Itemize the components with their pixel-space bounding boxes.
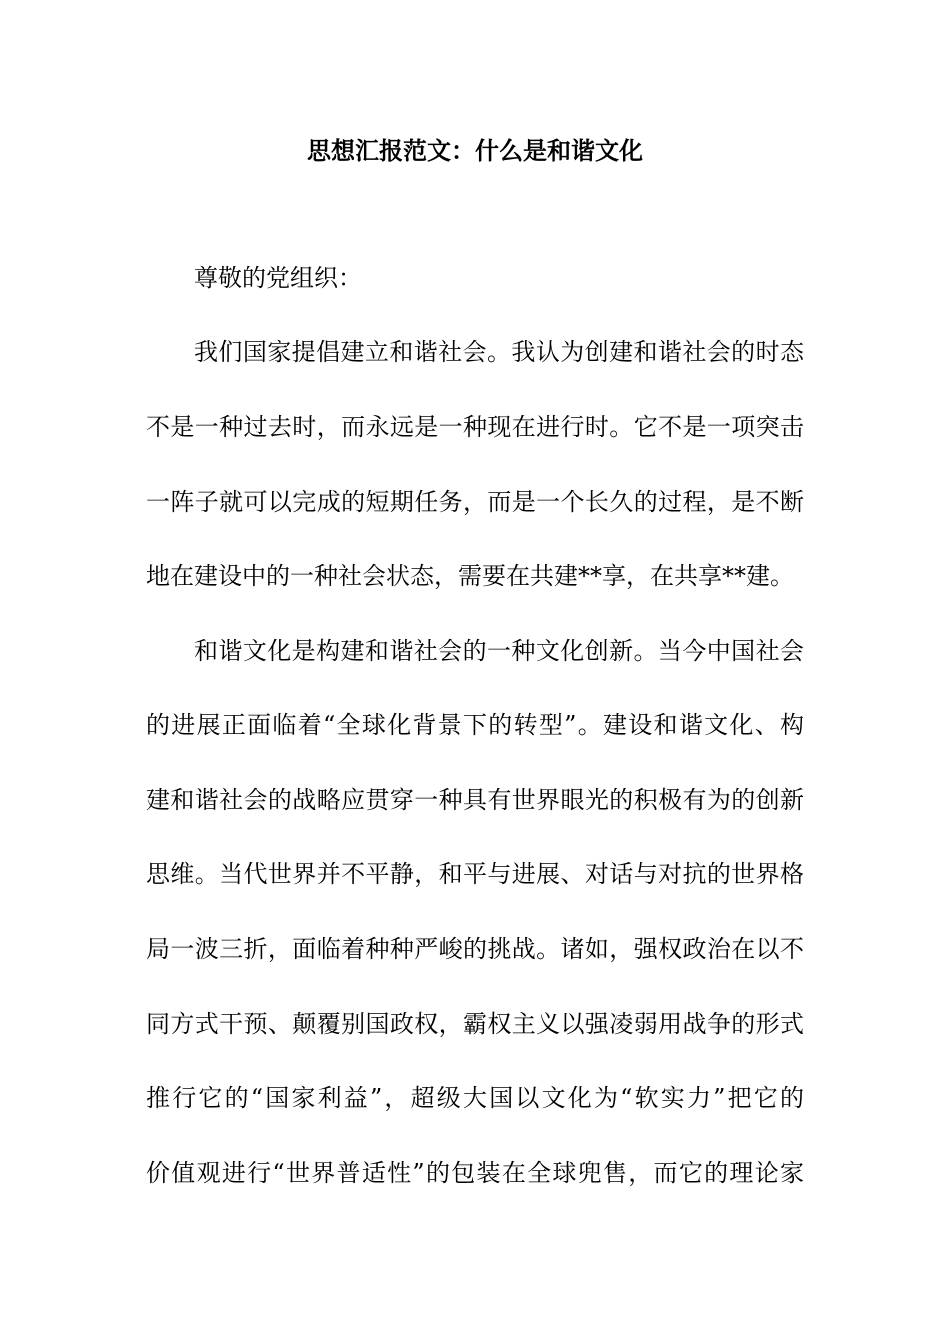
- paragraph-line: 我们国家提倡建立和谐社会。我认为创建和谐社会的时态: [194, 338, 804, 366]
- salutation: 尊敬的党组织：: [194, 264, 362, 292]
- paragraph-line: 思维。当代世界并不平静，和平与进展、对话与对抗的世界格: [146, 860, 804, 888]
- paragraph-line: 地在建设中的一种社会状态，需要在共建**享，在共享**建。: [146, 562, 794, 590]
- paragraph-line: 局一波三折，面临着种种严峻的挑战。诸如，强权政治在以不: [146, 935, 804, 963]
- paragraph-line: 推行它的“国家利益”，超级大国以文化为“软实力”把它的: [146, 1084, 804, 1112]
- paragraph-line: 一阵子就可以完成的短期任务，而是一个长久的过程，是不断: [146, 488, 804, 516]
- paragraph-line: 价值观进行“世界普适性”的包装在全球兜售，而它的理论家: [146, 1159, 804, 1187]
- paragraph-line: 的进展正面临着“全球化背景下的转型”。建设和谐文化、构: [146, 711, 804, 739]
- paragraph-line: 同方式干预、颠覆别国政权，霸权主义以强凌弱用战争的形式: [146, 1010, 804, 1038]
- paragraph-line: 不是一种过去时，而永远是一种现在进行时。它不是一项突击: [146, 413, 804, 441]
- paragraph-line: 和谐文化是构建和谐社会的一种文化创新。当今中国社会: [194, 637, 804, 665]
- paragraph-line: 建和谐社会的战略应贯穿一种具有世界眼光的积极有为的创新: [146, 786, 804, 814]
- document-title: 思想汇报范文：什么是和谐文化: [307, 136, 643, 165]
